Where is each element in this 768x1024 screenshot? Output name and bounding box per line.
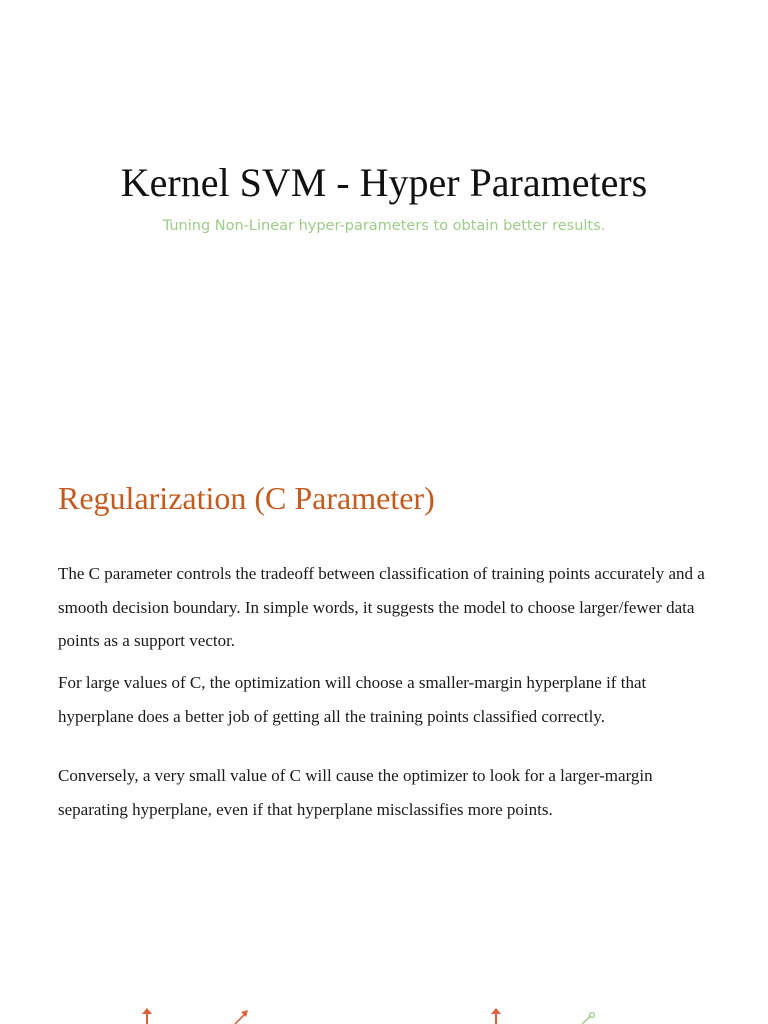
diagonal-arrow-icon [580,1012,596,1024]
up-arrow-icon [140,1008,154,1024]
title-block [0,160,768,234]
paragraph: For large values of C, the optimization will choose a smaller-margin hyperplane if that hyperplane does a better job of getting all the training points classified correctly. [58,673,647,726]
paragraph: Conversely, a very small value of C will cause the optimizer to look for a larger-margin separating hyperplane, even if that hyperplane misclassifies more points. [58,766,653,819]
section-heading: Regularization (C Parameter) [58,480,435,516]
up-arrow-icon [489,1008,503,1024]
page-title: Kernel SVM - Hyper Parameters [120,160,648,205]
diagonal-arrow-icon [233,1010,249,1024]
page-subtitle: Tuning Non-Linear hyper-parameters to obtain better results. [162,218,606,234]
figure-preview-strip [0,1000,768,1024]
paragraph: The C parameter controls the tradeoff between classification of training points accurately and a smooth decision boundary. In simple words, it suggests the model to choose larger/fewer data points as a support vector. [58,564,705,650]
